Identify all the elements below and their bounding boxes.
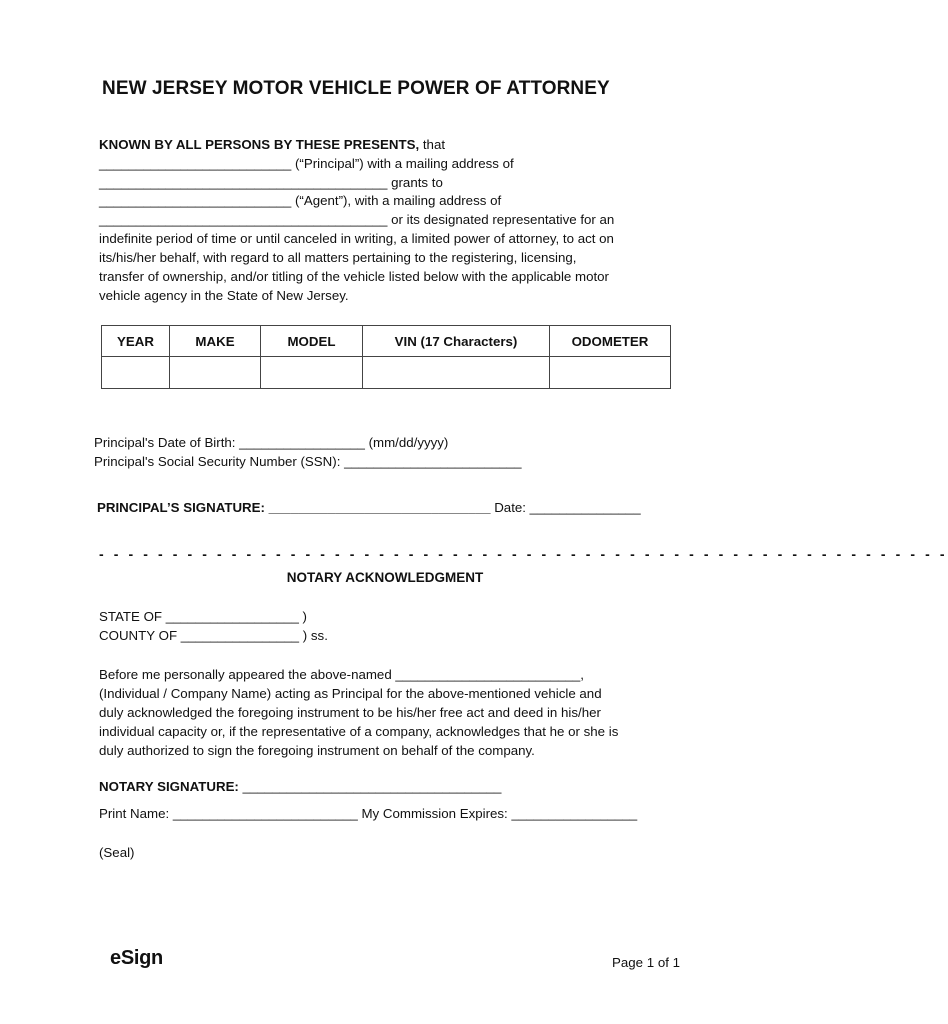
notary-paragraph-line: duly authorized to sign the foregoing instrument on behalf of the company.	[99, 743, 535, 758]
intro-line: transfer of ownership, and/or titling of the vehicle listed below with the applicable motor	[99, 269, 609, 284]
vin-cell[interactable]	[363, 357, 550, 389]
principal-dob: Principal's Date of Birth: _________________ (mm/dd/yyyy)	[94, 435, 449, 450]
notary-title: NOTARY ACKNOWLEDGMENT	[286, 570, 484, 585]
vehicle-table	[101, 325, 671, 389]
year-header: YEAR	[102, 326, 170, 357]
model-cell[interactable]	[261, 357, 363, 389]
principal-ssn: Principal's Social Security Number (SSN): ________________________	[94, 454, 522, 469]
notary-print-name: Print Name: _________________________ My Commission Expires: _________________	[99, 806, 638, 821]
intro-line: __________________________ (“Principal”) with a mailing address of	[99, 156, 514, 171]
esign-logo: eSign	[110, 947, 163, 969]
notary-county: COUNTY OF ________________ ) ss.	[99, 628, 328, 643]
year-cell[interactable]	[102, 357, 170, 389]
principal-signature-label: PRINCIPAL’S SIGNATURE: ______________________________	[97, 500, 491, 515]
notary-paragraph-line: individual capacity or, if the representative of a company, acknowledges that he or she is	[99, 724, 619, 739]
notary-signature-label: NOTARY SIGNATURE:	[99, 779, 243, 794]
intro-line: _______________________________________ grants to	[99, 175, 443, 190]
intro-line: indefinite period of time or until canceled in writing, a limited power of attorney, to act on	[99, 231, 614, 246]
notary-paragraph-line: Before me personally appeared the above-named _________________________,	[99, 667, 584, 682]
vehicle-table-header-row	[102, 326, 671, 357]
odometer-cell[interactable]	[550, 357, 671, 389]
table-row	[102, 357, 671, 389]
model-header: MODEL	[261, 326, 363, 357]
cut-separator: - - - - - - - - - - - - - - - - - - - - - - - - - - - - - - - - - - - - - - - - - - - - - - - - - - - - - - - - - -	[99, 546, 948, 562]
intro-line: vehicle agency in the State of New Jersey.	[99, 288, 349, 303]
intro-bold-lead: KNOWN BY ALL PERSONS BY THESE PRESENTS,	[99, 137, 420, 152]
notary-signature-line: ___________________________________	[242, 779, 502, 794]
notary-paragraph-line: (Individual / Company Name) acting as Principal for the above-mentioned vehicle and	[99, 686, 602, 701]
document-title: NEW JERSEY MOTOR VEHICLE POWER OF ATTORNEY	[102, 78, 610, 99]
notary-seal: (Seal)	[99, 845, 135, 860]
notary-signature-row	[99, 779, 501, 794]
intro-line: its/his/her behalf, with regard to all matters pertaining to the registering, licensing,	[99, 250, 577, 265]
intro-line: __________________________ (“Agent”), with a mailing address of	[99, 193, 502, 208]
vin-header: VIN (17 Characters)	[363, 326, 550, 357]
notary-state: STATE OF __________________ )	[99, 609, 307, 624]
make-header: MAKE	[170, 326, 261, 357]
principal-signature-date: Date: _______________	[490, 500, 641, 515]
intro-line: _______________________________________ or its designated representative for an	[99, 212, 615, 227]
odometer-header: ODOMETER	[550, 326, 671, 357]
make-cell[interactable]	[170, 357, 261, 389]
page-number: Page 1 of 1	[612, 955, 681, 970]
intro-line-1	[99, 137, 445, 152]
principal-signature-row	[97, 500, 641, 515]
notary-paragraph-line: duly acknowledged the foregoing instrument to be his/her free act and deed in his/her	[99, 705, 601, 720]
intro-lead-rest: that	[419, 137, 446, 152]
